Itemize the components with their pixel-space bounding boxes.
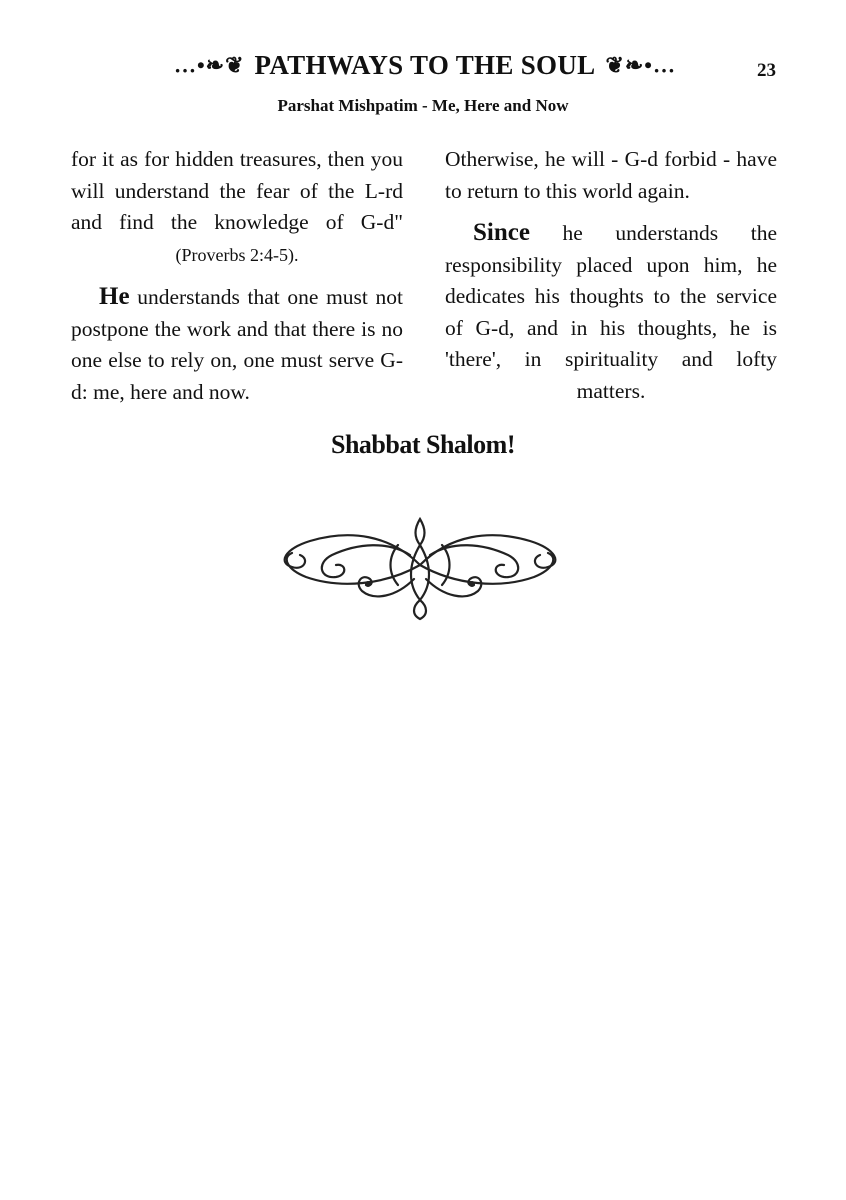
paragraph	[71, 144, 403, 271]
paragraph	[71, 281, 403, 408]
flourish-divider-icon	[270, 515, 570, 625]
right-column	[445, 144, 777, 417]
page-number: 23	[757, 60, 776, 81]
lead-word: He	[99, 283, 130, 310]
lead-word: Since	[473, 219, 530, 246]
paragraph-text: for it as for hidden treasures, then you will understand the fear of the L-rd and find the knowledge of G-d"	[71, 147, 403, 234]
ornament-right-icon: ❦❧•…	[605, 52, 677, 78]
citation: (Proverbs 2:4-5).	[175, 244, 299, 265]
paragraph	[445, 144, 777, 207]
ornament-left-icon: …•❧❦	[173, 52, 245, 78]
paragraph-text: Otherwise, he will - G-d forbid - have to return to this world again.	[445, 147, 777, 203]
book-title: PATHWAYS TO THE SOUL	[254, 50, 596, 80]
paragraph-text: he understands the responsibility placed upon him, he dedicates his thoughts to the service of G-d, and in his thoughts, he is 'there', in spirituality and lofty matters.	[445, 221, 777, 403]
closing-greeting: Shabbat Shalom!	[331, 430, 515, 459]
paragraph-text: understands that one must not postpone the work and that there is no one else to rely on, one must serve G-d: me, here and now.	[71, 285, 403, 404]
page-header	[0, 50, 846, 90]
paragraph	[445, 217, 777, 407]
chapter-subtitle: Parshat Mishpatim - Me, Here and Now	[277, 96, 569, 115]
running-title	[130, 50, 720, 81]
left-column	[71, 144, 403, 418]
